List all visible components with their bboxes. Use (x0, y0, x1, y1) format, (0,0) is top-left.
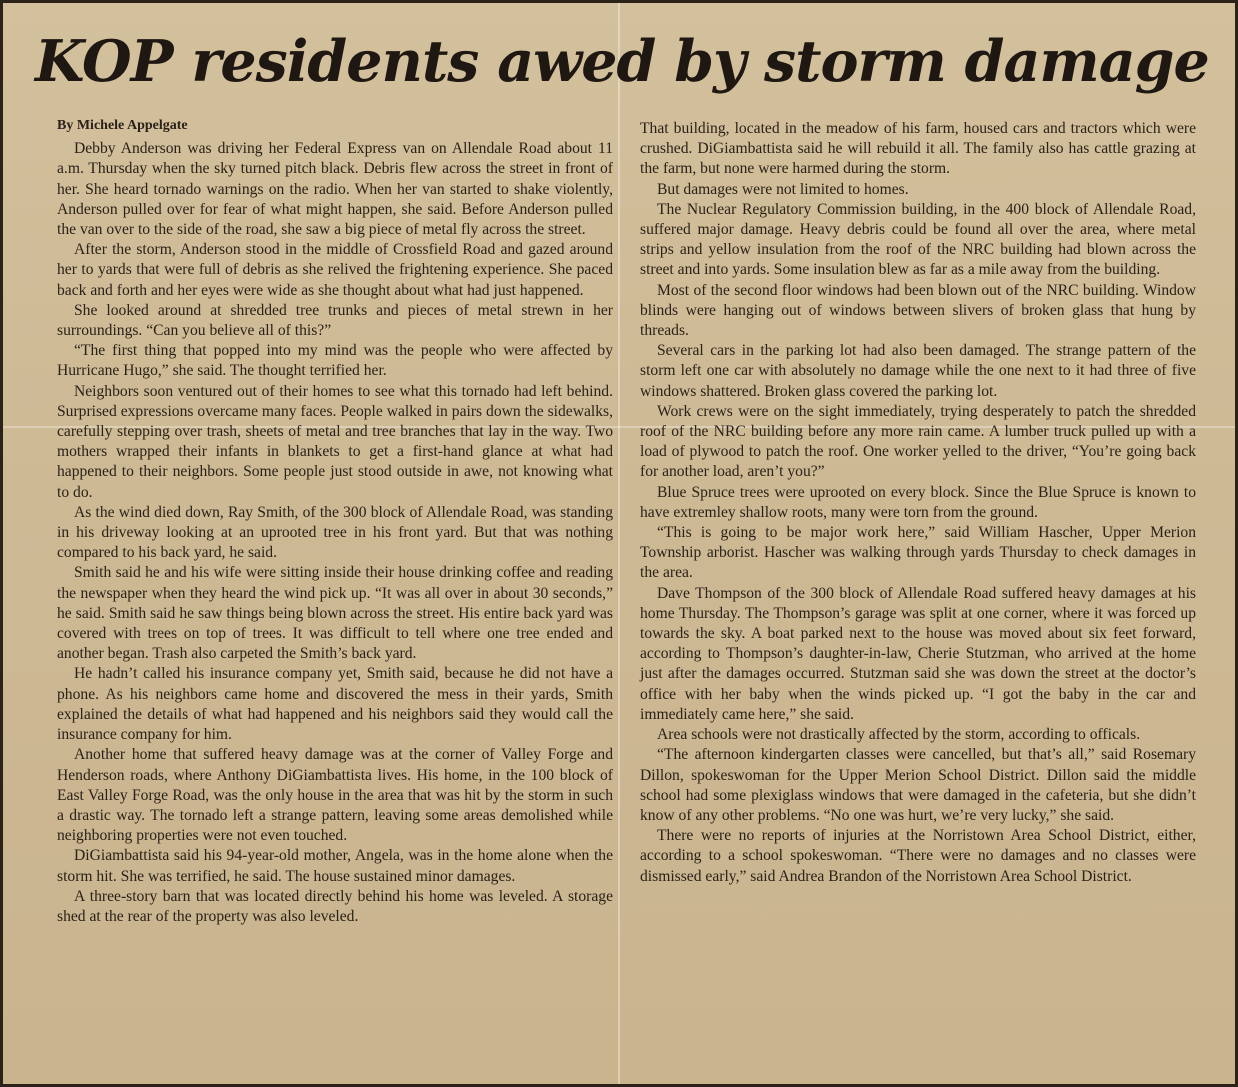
article-paragraph: The Nuclear Regulatory Commission building, in the 400 block of Allendale Road, suffered major damage. Heavy debris could be found all over the area, where metal strips and yellow insulation from the roof of the NRC building had blown across the street and into yards. Some insulation blew as far as a mile away from the building. (640, 200, 1196, 279)
article-paragraph: Most of the second floor windows had been blown out of the NRC building. Window blinds were hanging out of windows between slivers of broken glass that hung by threads. (640, 281, 1196, 340)
article-paragraph: Work crews were on the sight immediately, trying desperately to patch the shredded roof of the NRC building before any more rain came. A lumber truck pulled up with a load of plywood to patch the roof. One worker yelled to the driver, “You’re going back for another load, aren’t you?” (640, 402, 1196, 481)
article-paragraph: He hadn’t called his insurance company yet, Smith said, because he did not have a phone. As his neighbors came home and discovered the mess in their yards, Smith explained the details of what had happened and his neighbors said they would call the insurance company for him. (57, 665, 613, 744)
article-paragraph-continued: That building, located in the meadow of his farm, housed cars and tractors which were crushed. DiGiambattista said he will rebuild it all. The family also has cattle grazing at the farm, but none were harmed during the storm. (640, 120, 1196, 178)
byline: By Michele Appelgate (57, 118, 188, 133)
article-paragraph: “The afternoon kindergarten classes were cancelled, but that’s all,” said Rosemary Dillon, spokeswoman for the Upper Merion School District. Dillon said the middle school had some plexiglass windows that were damaged in the cafeteria, but she didn’t know of any other problems. “No one was hurt, we’re very lucky,” she said. (640, 746, 1196, 824)
article-paragraph: Dave Thompson of the 300 block of Allendale Road suffered heavy damages at his home Thursday. The Thompson’s garage was split at one corner, where it was forced up towards the sky. A boat parked next to the house was moved about six feet forward, according to Thompson’s daughter-in-law, Cherie Stutzman, who arrived at the home just after the damages occurred. Stutzman said she was down the street at the doctor’s office with her baby when the winds picked up. “I got the baby in the car and immediately came here,” she said. (640, 584, 1196, 723)
fold-line-vertical (618, 3, 620, 1087)
article-column-right (640, 119, 1196, 887)
article-paragraph: Neighbors soon ventured out of their homes to see what this tornado had left behind. Surprised expressions overcame many faces. People walked in pairs down the sidewalks, carefully stepping over trash, sheets of metal and tree branches that lay in the way. Two mothers wrapped their infants in blankets to get a first-hand glance at what had happened to their neighbors. Some people just stood outside in awe, not knowing what to do. (57, 382, 613, 501)
article-paragraph: There were no reports of injuries at the Norristown Area School District, either, according to a school spokeswoman. “There were no damages and no classes were dismissed early,” said Andrea Brandon of the Norristown Area School District. (640, 827, 1196, 885)
article-paragraph: Blue Spruce trees were uprooted on every block. Since the Blue Spruce is known to have extremley shallow roots, many were torn from the ground. (640, 483, 1196, 521)
article-paragraph: DiGiambattista said his 94-year-old mother, Angela, was in the home alone when the storm hit. She was terrified, he said. The house sustained minor damages. (57, 847, 613, 885)
article-paragraph: “The first thing that popped into my mind was the people who were affected by Hurricane Hugo,” she said. The thought terrified her. (57, 342, 613, 380)
article-paragraph: After the storm, Anderson stood in the middle of Crossfield Road and gazed around her to yards that were full of debris as she relived the frightening experience. She paced back and forth and her eyes were wide as she thought about what had just happened. (57, 241, 613, 299)
article-paragraph: Smith said he and his wife were sitting inside their house drinking coffee and reading the newspaper when they heard the wind pick up. “It was all over in about 30 seconds,” he said. Smith said he saw things being blown across the street. His entire back yard was covered with trees on top of trees. It was difficult to tell where one tree ended and another began. Trash also carpeted the Smith’s back yard. (57, 564, 613, 663)
article-paragraph: A three-story barn that was located directly behind his home was leveled. A storage shed at the rear of the property was also leveled. (57, 887, 613, 925)
article-paragraph: She looked around at shredded tree trunks and pieces of metal strewn in her surroundings. “Can you believe all of this?” (57, 301, 613, 340)
article-paragraph: Area schools were not drastically affected by the storm, according to officals. (657, 726, 1141, 744)
article-paragraph: As the wind died down, Ray Smith, of the 300 block of Allendale Road, was standing in his driveway looking at an uprooted tree in his front yard. But that was nothing compared to his back yard, he said. (57, 503, 613, 562)
article-paragraph: “This is going to be major work here,” said William Hascher, Upper Merion Township arborist. Hascher was walking through yards Thursday to check damages in the area. (640, 524, 1196, 582)
article-paragraph: But damages were not limited to homes. (657, 180, 909, 198)
article-paragraph: Debby Anderson was driving her Federal Express van on Allendale Road about 11 a.m. Thursday when the sky turned pitch black. Debris flew across the street in front of her. She heard tornado warnings on the radio. When her van started to shake violently, Anderson pulled over for fear of what might happen, she said. Before Anderson pulled the van over to the side of the road, she saw a big piece of metal fly across the street. (57, 140, 613, 239)
headline: KOP residents awed by storm damage (35, 28, 1209, 95)
article-paragraph: Another home that suffered heavy damage was at the corner of Valley Forge and Henderson roads, where Anthony DiGiambattista lives. His home, in the 100 block of East Valley Forge Road, was the only house in the area that was hit by the storm in such a drastic way. The tornado left a strange pattern, leaving some areas demolished while neighboring properties were not even touched. (57, 746, 613, 845)
article-column-left (57, 116, 613, 927)
article-paragraph: Several cars in the parking lot had also been damaged. The strange pattern of the storm left one car with absolutely no damage while the one next to it had three of five windows shattered. Broken glass covered the parking lot. (640, 342, 1196, 400)
